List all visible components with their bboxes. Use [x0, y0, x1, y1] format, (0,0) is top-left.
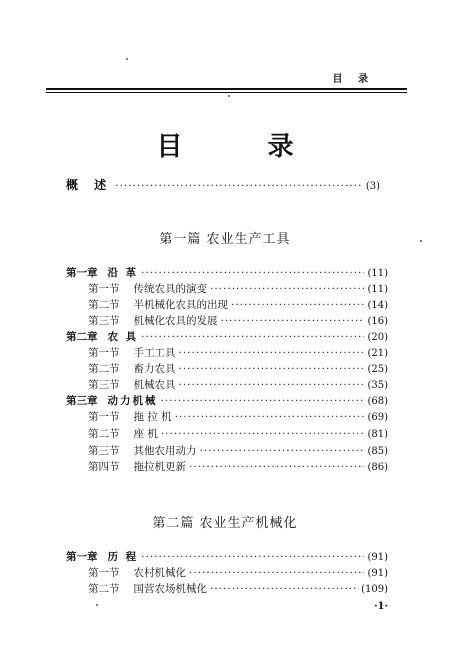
entry-page: (91) — [367, 552, 388, 563]
section-number: 第一节 — [88, 347, 120, 359]
toc-section-entry[interactable] — [88, 378, 388, 393]
entry-page: (25) — [367, 364, 388, 375]
scan-speck — [228, 95, 230, 97]
section-number: 第二节 — [88, 299, 120, 311]
chapter-number: 第一章 — [66, 551, 98, 563]
dot-leader — [141, 550, 364, 564]
header-rule-thin — [46, 92, 407, 93]
entry-page: (69) — [367, 412, 388, 423]
chapter-number: 第二章 — [66, 331, 98, 343]
section-title: 农村机械化 — [133, 567, 186, 579]
dot-leader — [161, 427, 365, 441]
entry-page: (81) — [367, 429, 388, 440]
toc-section-entry[interactable] — [88, 314, 388, 329]
entry-page: (86) — [367, 462, 388, 473]
toc-section-entry[interactable] — [88, 427, 388, 442]
section-number: 第二节 — [88, 428, 120, 440]
scan-speck — [96, 604, 98, 606]
page-number: ·1· — [374, 601, 388, 612]
entry-page: (14) — [367, 300, 388, 311]
entry-page: (21) — [367, 348, 388, 359]
dot-leader — [115, 179, 363, 193]
entry-title: 概 述 — [66, 178, 113, 192]
entry-page: (68) — [367, 396, 388, 407]
dot-leader — [210, 282, 364, 296]
toc-chapter-entry[interactable] — [66, 550, 388, 565]
section-title: 半机械化农具的出现 — [133, 299, 228, 311]
section-title: 机械化农具的发展 — [133, 315, 218, 327]
page-title: 目 录 — [156, 132, 332, 162]
entry-page: (3) — [365, 181, 380, 192]
dot-leader — [221, 314, 365, 328]
dot-leader — [161, 394, 365, 408]
section-number: 第二节 — [88, 363, 120, 375]
dot-leader — [141, 330, 364, 344]
toc-section-entry[interactable] — [88, 282, 388, 297]
dot-leader — [179, 346, 365, 360]
scan-speck — [126, 58, 128, 60]
entry-page: (109) — [361, 584, 388, 595]
dot-leader — [210, 582, 358, 596]
section-number: 第三节 — [88, 379, 120, 391]
entry-page: (20) — [367, 332, 388, 343]
section-title: 传统农具的演变 — [133, 283, 207, 295]
part-heading: 第一篇 农业生产工具 — [159, 232, 291, 247]
chapter-number: 第一章 — [66, 267, 98, 279]
section-title: 畜力农具 — [133, 363, 176, 375]
toc-chapter-entry[interactable] — [66, 330, 388, 345]
entry-page: (35) — [367, 380, 388, 391]
part-heading: 第二篇 农业生产机械化 — [152, 516, 298, 531]
toc-section-entry[interactable] — [88, 566, 388, 581]
toc-entry-overview[interactable] — [66, 178, 380, 194]
dot-leader — [141, 266, 364, 280]
toc-section-entry[interactable] — [88, 410, 388, 425]
dot-leader — [189, 460, 364, 474]
dot-leader — [179, 378, 365, 392]
section-number: 第一节 — [88, 567, 120, 579]
toc-chapter-entry[interactable] — [66, 394, 388, 409]
section-title: 拖 拉 机 — [133, 411, 172, 423]
toc-section-entry[interactable] — [88, 460, 388, 475]
toc-section-entry[interactable] — [88, 298, 388, 313]
entry-page: (11) — [367, 284, 388, 295]
section-number: 第三节 — [88, 315, 120, 327]
chapter-title: 农 具 — [107, 331, 139, 343]
dot-leader — [231, 298, 364, 312]
header-rule — [46, 88, 407, 90]
section-title: 机械农具 — [133, 379, 176, 391]
chapter-title: 历 程 — [107, 551, 139, 563]
dot-leader — [175, 410, 365, 424]
toc-section-entry[interactable] — [88, 444, 388, 459]
section-number: 第四节 — [88, 461, 120, 473]
chapter-title: 沿 革 — [107, 267, 139, 279]
scan-speck — [420, 240, 422, 242]
dot-leader — [200, 444, 365, 458]
entry-page: (16) — [367, 316, 388, 327]
chapter-title: 动力机械 — [107, 395, 158, 407]
toc-section-entry[interactable] — [88, 582, 388, 597]
section-number: 第三节 — [88, 445, 120, 457]
section-title: 国营农场机械化 — [133, 583, 207, 595]
toc-section-entry[interactable] — [88, 346, 388, 361]
dot-leader — [189, 566, 364, 580]
chapter-number: 第三章 — [66, 395, 98, 407]
section-title: 座 机 — [133, 428, 158, 440]
entry-page: (11) — [367, 268, 388, 279]
entry-page: (91) — [367, 568, 388, 579]
entry-page: (85) — [367, 446, 388, 457]
section-number: 第二节 — [88, 583, 120, 595]
section-title: 其他农用动力 — [133, 445, 197, 457]
section-number: 第一节 — [88, 283, 120, 295]
running-header: 目 录 — [332, 74, 374, 85]
toc-chapter-entry[interactable] — [66, 266, 388, 281]
dot-leader — [179, 362, 365, 376]
section-title: 拖拉机更新 — [133, 461, 186, 473]
section-title: 手工工具 — [133, 347, 176, 359]
toc-section-entry[interactable] — [88, 362, 388, 377]
section-number: 第一节 — [88, 411, 120, 423]
